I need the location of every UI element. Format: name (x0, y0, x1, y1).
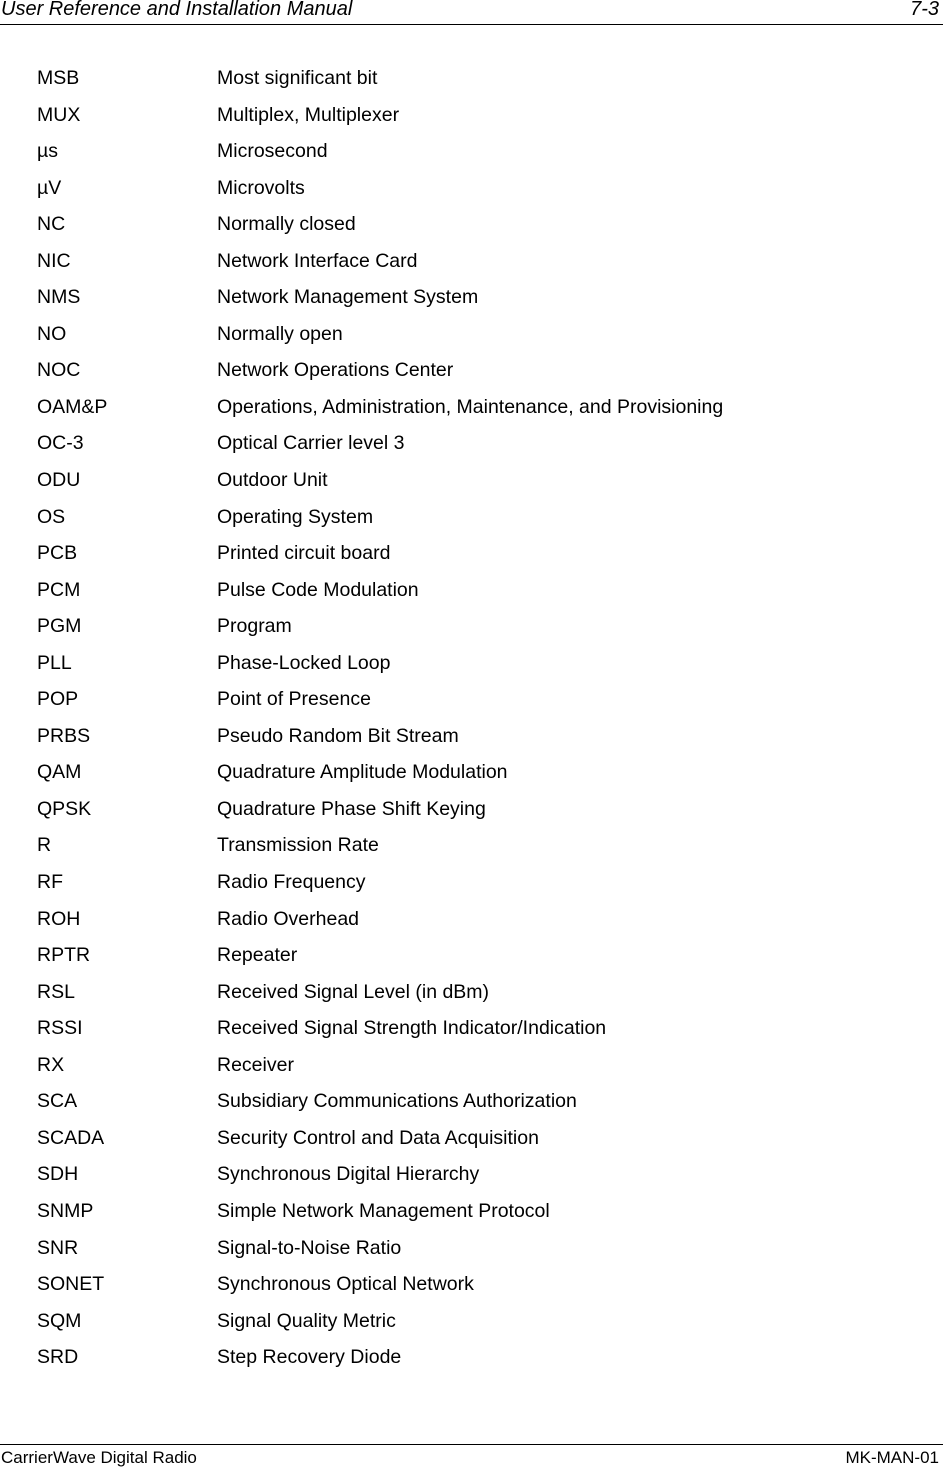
glossary-definition: Multiplex, Multiplexer (217, 103, 400, 126)
glossary-entry (37, 864, 917, 901)
glossary-term: RPTR (37, 944, 91, 967)
glossary-term: SNMP (37, 1199, 94, 1222)
glossary-term: SQM (37, 1309, 82, 1332)
page-footer (0, 1444, 943, 1470)
glossary-term: MSB (37, 67, 80, 89)
glossary-entry (37, 754, 917, 791)
glossary-term: NOC (37, 359, 81, 382)
glossary-term: NIC (37, 249, 71, 272)
glossary-entry (37, 974, 917, 1011)
glossary-term: MUX (37, 103, 81, 126)
glossary-entry (37, 827, 917, 864)
glossary-definition: Received Signal Level (in dBm) (217, 980, 490, 1003)
glossary-definition: Most significant bit (217, 67, 378, 89)
glossary-term: PCB (37, 542, 78, 565)
glossary-definition: Microvolts (217, 176, 305, 199)
glossary-term: RSSI (37, 1017, 83, 1040)
glossary-entry (37, 791, 917, 828)
glossary-entry (37, 462, 917, 499)
glossary-entry (37, 1193, 917, 1230)
glossary-entry (37, 133, 917, 170)
glossary-term: SNR (37, 1236, 79, 1259)
glossary-entry (37, 1120, 917, 1157)
glossary-definition: Simple Network Management Protocol (217, 1199, 550, 1222)
glossary-entry (37, 170, 917, 207)
glossary-definition: Quadrature Amplitude Modulation (217, 761, 508, 784)
document-code: MK-MAN-01 (845, 1448, 939, 1467)
glossary-term: SRD (37, 1346, 79, 1369)
glossary-entry (37, 937, 917, 974)
glossary-entry (37, 60, 917, 97)
glossary-definition: Security Control and Data Acquisition (217, 1126, 539, 1149)
glossary-definition: Transmission Rate (217, 834, 379, 857)
glossary-term: PGM (37, 615, 82, 638)
glossary-term: OS (37, 505, 66, 528)
glossary-definition: Receiver (217, 1053, 294, 1076)
glossary-term: SCA (37, 1090, 78, 1113)
glossary-term: POP (37, 688, 79, 711)
glossary-term: PLL (37, 651, 72, 674)
glossary-term: OAM&P (37, 395, 108, 418)
glossary-entry (37, 316, 917, 353)
glossary-entry (37, 243, 917, 280)
glossary-term: NO (37, 322, 67, 345)
glossary-definition: Subsidiary Communications Authorization (217, 1090, 577, 1113)
glossary-term: RSL (37, 980, 75, 1003)
glossary-entry (37, 1156, 917, 1193)
glossary-definition: Printed circuit board (217, 542, 391, 565)
glossary-list (37, 60, 917, 1376)
glossary-entry (37, 279, 917, 316)
glossary-entry (37, 425, 917, 462)
glossary-entry (37, 206, 917, 243)
glossary-term: ROH (37, 907, 81, 930)
glossary-definition: Synchronous Digital Hierarchy (217, 1163, 480, 1186)
glossary-definition: Operations, Administration, Maintenance, and Provisioning (217, 395, 724, 418)
glossary-entry (37, 681, 917, 718)
glossary-term: PCM (37, 578, 81, 601)
glossary-entry (37, 608, 917, 645)
glossary-entry (37, 1230, 917, 1267)
glossary-definition: Point of Presence (217, 688, 371, 711)
product-name: CarrierWave Digital Radio (1, 1448, 197, 1467)
glossary-term: SDH (37, 1163, 79, 1186)
glossary-entry (37, 1303, 917, 1340)
glossary-definition: Program (217, 615, 292, 638)
glossary-definition: Synchronous Optical Network (217, 1273, 474, 1296)
glossary-term: SCADA (37, 1126, 105, 1149)
glossary-entry (37, 645, 917, 682)
glossary-term: PRBS (37, 724, 91, 747)
glossary-entry (37, 1010, 917, 1047)
manual-title: User Reference and Installation Manual (1, 0, 353, 20)
page-header (0, 0, 943, 25)
glossary-definition: Optical Carrier level 3 (217, 432, 405, 455)
glossary-term: RX (37, 1053, 65, 1076)
glossary-term: NMS (37, 286, 81, 309)
glossary-definition: Pseudo Random Bit Stream (217, 724, 459, 747)
glossary-entry (37, 1083, 917, 1120)
glossary-definition: Normally closed (217, 213, 356, 236)
glossary-term: QPSK (37, 797, 92, 820)
glossary-definition: Operating System (217, 505, 374, 528)
glossary-entry (37, 97, 917, 134)
glossary-term: µs (37, 140, 58, 163)
glossary-entry (37, 1047, 917, 1084)
glossary-definition: Pulse Code Modulation (217, 578, 419, 601)
glossary-definition: Microsecond (217, 140, 328, 163)
glossary-definition: Normally open (217, 322, 343, 345)
glossary-definition: Quadrature Phase Shift Keying (217, 797, 486, 820)
glossary-entry (37, 718, 917, 755)
glossary-definition: Step Recovery Diode (217, 1346, 402, 1369)
glossary-entry (37, 389, 917, 426)
glossary-definition: Signal Quality Metric (217, 1309, 396, 1332)
glossary-definition: Outdoor Unit (217, 469, 328, 492)
glossary-entry (37, 499, 917, 536)
glossary-term: RF (37, 871, 63, 894)
glossary-entry (37, 901, 917, 938)
glossary-term: ODU (37, 469, 81, 492)
glossary-term: µV (37, 176, 62, 199)
glossary-entry (37, 352, 917, 389)
glossary-term: NC (37, 213, 66, 236)
glossary-definition: Network Interface Card (217, 249, 418, 272)
page-number: 7-3 (910, 0, 939, 20)
glossary-definition: Radio Frequency (217, 871, 366, 894)
glossary-entry (37, 1266, 917, 1303)
glossary-definition: Network Management System (217, 286, 479, 309)
glossary-term: OC-3 (37, 432, 84, 455)
glossary-entry (37, 572, 917, 609)
glossary-term: SONET (37, 1273, 105, 1296)
glossary-definition: Signal-to-Noise Ratio (217, 1236, 402, 1259)
glossary-definition: Radio Overhead (217, 907, 360, 930)
glossary-definition: Network Operations Center (217, 359, 454, 382)
glossary-term: R (37, 834, 52, 857)
glossary-entry (37, 1339, 917, 1376)
glossary-entry (37, 535, 917, 572)
glossary-term: QAM (37, 761, 82, 784)
glossary-definition: Phase-Locked Loop (217, 651, 391, 674)
glossary-definition: Received Signal Strength Indicator/Indication (217, 1017, 607, 1040)
glossary-definition: Repeater (217, 944, 298, 967)
